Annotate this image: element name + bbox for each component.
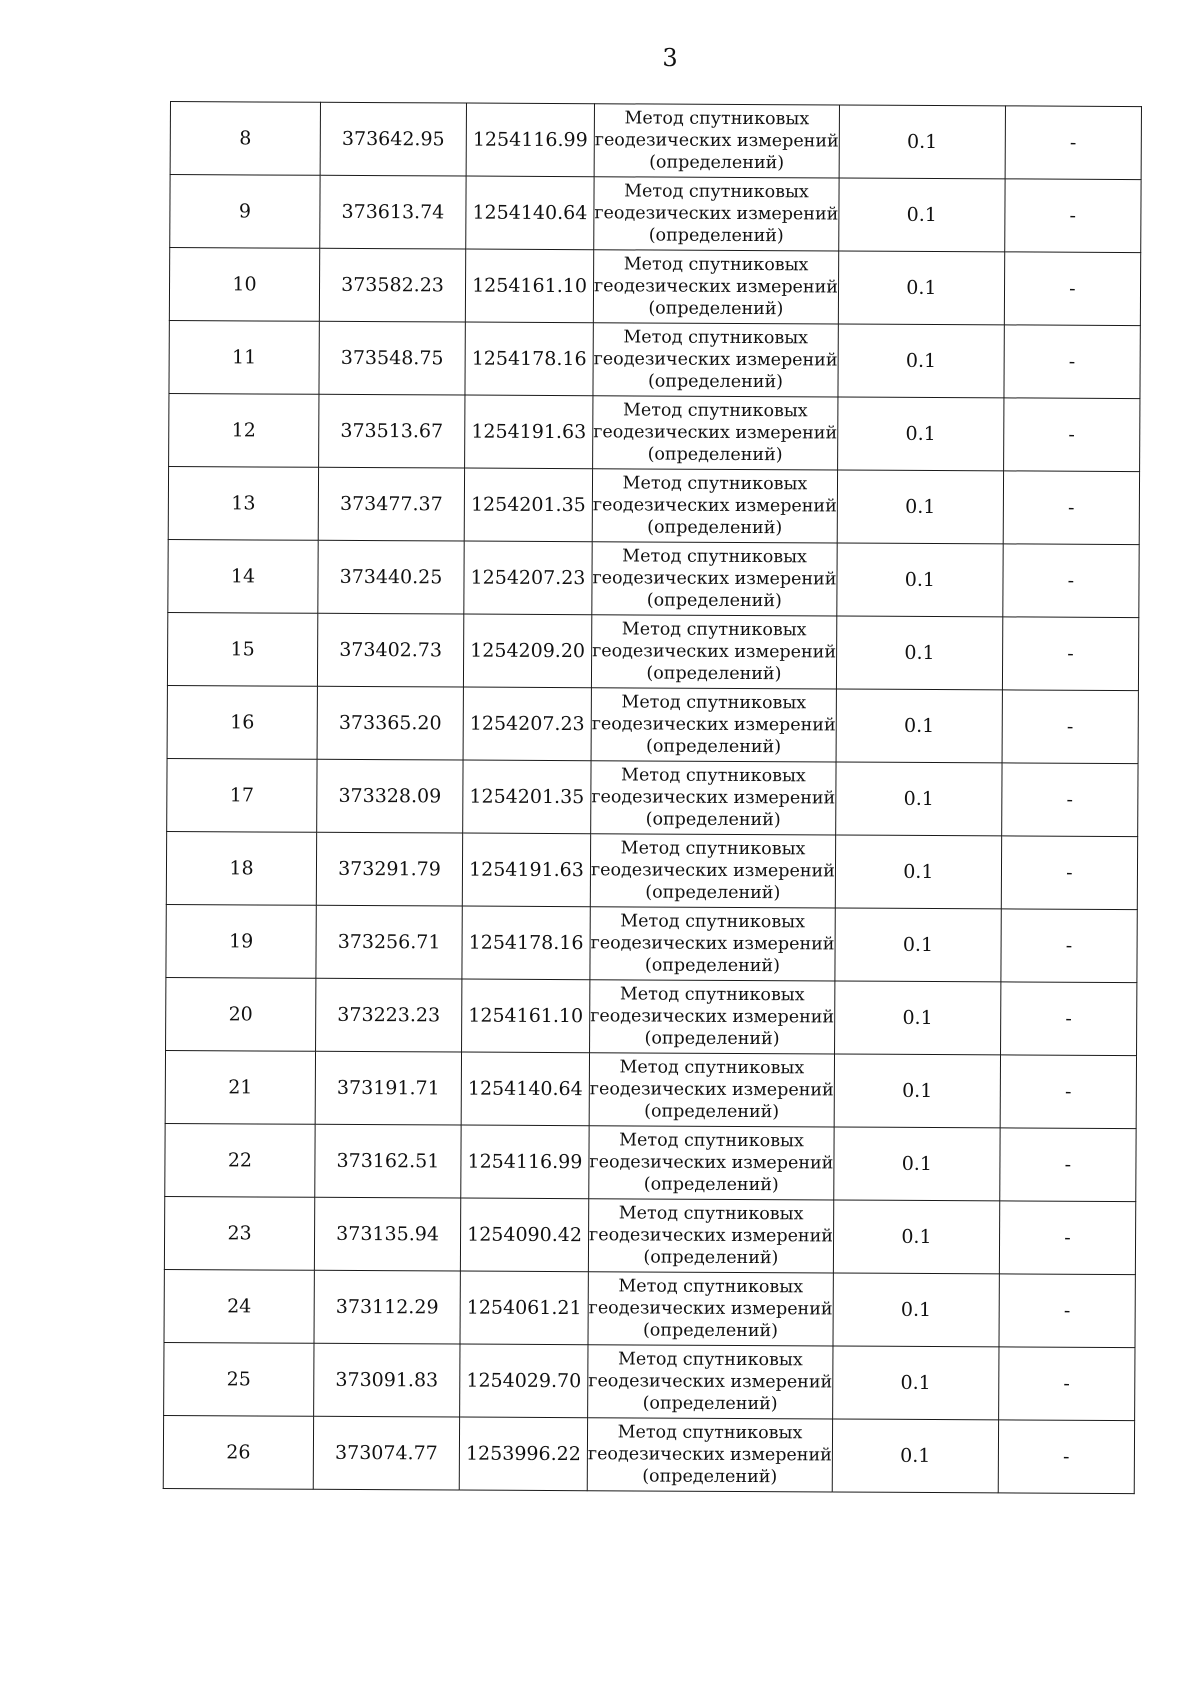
method-line: Метод спутниковых (617, 1349, 803, 1371)
coordinate-x-cell: 373191.71 (315, 1051, 461, 1125)
coordinate-x-cell: 373548.75 (319, 321, 465, 395)
method-line: Метод спутниковых (622, 400, 808, 422)
point-number-cell: 10 (169, 248, 319, 322)
point-number-cell: 25 (164, 1342, 314, 1416)
method-line: геодезических измерений (590, 1006, 835, 1028)
method-cell (594, 104, 839, 178)
method-line: Метод спутниковых (624, 108, 810, 130)
coordinate-y-cell: 1254116.99 (466, 103, 594, 177)
coordinate-x-cell: 373513.67 (319, 394, 465, 468)
method-line: (определений) (643, 1174, 779, 1196)
table-row (167, 758, 1138, 836)
method-line: Метод спутниковых (619, 984, 805, 1006)
note-cell: - (1002, 763, 1138, 837)
coordinate-x-cell: 373477.37 (318, 467, 464, 541)
note-cell: - (1001, 836, 1137, 910)
note-cell: - (998, 1420, 1134, 1494)
coordinate-x-cell: 373402.73 (317, 613, 463, 687)
table-row (170, 175, 1141, 253)
accuracy-cell: 0.1 (838, 324, 1004, 398)
accuracy-cell: 0.1 (837, 470, 1003, 544)
method-cell (592, 542, 837, 616)
coordinate-x-cell: 373613.74 (320, 175, 466, 249)
note-cell: - (1003, 398, 1139, 472)
accuracy-cell: 0.1 (836, 616, 1002, 690)
method-cell (588, 1199, 833, 1273)
method-line: Метод спутниковых (622, 473, 808, 495)
accuracy-cell: 0.1 (834, 1127, 1000, 1201)
accuracy-cell: 0.1 (833, 1200, 999, 1274)
method-line: геодезических измерений (592, 495, 837, 517)
method-line: геодезических измерений (589, 1079, 834, 1101)
method-line: Метод спутниковых (621, 619, 807, 641)
method-line: Метод спутниковых (622, 546, 807, 568)
method-line: Метод спутниковых (623, 254, 809, 276)
coordinate-y-cell: 1254207.23 (464, 541, 592, 615)
accuracy-cell: 0.1 (836, 689, 1002, 763)
point-number-cell: 17 (167, 758, 317, 832)
accuracy-cell: 0.1 (835, 908, 1001, 982)
point-number-cell: 20 (166, 977, 316, 1051)
point-number-cell: 19 (166, 904, 316, 978)
point-number-cell: 21 (165, 1050, 315, 1124)
coordinate-x-cell: 373112.29 (314, 1270, 460, 1344)
method-line: (определений) (645, 809, 781, 831)
table-row (163, 1415, 1134, 1493)
note-cell: - (1003, 471, 1139, 545)
method-line: геодезических измерений (594, 130, 839, 152)
method-line: геодезических измерений (590, 933, 835, 955)
method-line: геодезических измерений (588, 1371, 833, 1393)
point-number-cell: 16 (167, 685, 317, 759)
coordinate-x-cell: 373223.23 (316, 978, 462, 1052)
coordinate-x-cell: 373642.95 (320, 102, 466, 176)
table-body (163, 102, 1141, 1494)
table-row (168, 539, 1139, 617)
point-number-cell: 26 (163, 1415, 313, 1489)
coordinate-y-cell: 1254061.21 (460, 1271, 588, 1345)
method-line: геодезических измерений (592, 568, 837, 590)
method-line: (определений) (644, 955, 780, 977)
table-row (166, 831, 1137, 909)
table-row (167, 685, 1138, 763)
coordinate-y-cell: 1254191.63 (462, 833, 590, 907)
coordinate-x-cell: 373582.23 (319, 248, 465, 322)
method-line: (определений) (642, 1466, 778, 1488)
point-number-cell: 13 (168, 466, 318, 540)
coordinate-x-cell: 373091.83 (314, 1343, 460, 1417)
coordinate-x-cell: 373162.51 (315, 1124, 461, 1198)
coordinate-x-cell: 373328.09 (317, 759, 463, 833)
coordinate-y-cell: 1254161.10 (462, 979, 590, 1053)
method-cell (589, 1053, 834, 1127)
table-row (169, 248, 1140, 326)
method-line: геодезических измерений (593, 349, 838, 371)
coordinate-y-cell: 1253996.22 (459, 1417, 587, 1491)
point-number-cell: 12 (169, 393, 319, 467)
coordinates-table (163, 101, 1142, 1494)
table-row (166, 904, 1137, 982)
note-cell: - (1005, 179, 1141, 253)
accuracy-cell: 0.1 (839, 178, 1005, 252)
method-line: Метод спутниковых (619, 1057, 805, 1079)
coordinate-y-cell: 1254209.20 (463, 614, 591, 688)
method-cell (591, 688, 836, 762)
table-row (168, 466, 1139, 544)
method-line: (определений) (646, 736, 782, 758)
table-row (170, 102, 1141, 180)
page-number: 3 (662, 44, 678, 72)
coordinate-x-cell: 373256.71 (316, 905, 462, 979)
method-cell (590, 834, 835, 908)
coordinate-y-cell: 1254140.64 (466, 176, 594, 250)
method-line: геодезических измерений (590, 860, 835, 882)
table-row (165, 1050, 1136, 1128)
method-cell (591, 615, 836, 689)
method-line: Метод спутниковых (621, 765, 806, 787)
accuracy-cell: 0.1 (836, 762, 1002, 836)
method-line: (определений) (647, 371, 784, 393)
accuracy-cell: 0.1 (834, 981, 1000, 1055)
table-row (165, 1123, 1136, 1201)
method-line: Метод спутниковых (620, 838, 806, 860)
method-line: (определений) (648, 298, 784, 320)
note-cell: - (1000, 982, 1136, 1056)
method-line: геодезических измерений (587, 1444, 832, 1466)
note-cell: - (1000, 1055, 1136, 1129)
method-cell (592, 469, 837, 543)
coordinate-y-cell: 1254178.16 (465, 322, 593, 396)
method-line: (определений) (642, 1320, 779, 1342)
accuracy-cell: 0.1 (833, 1273, 999, 1347)
method-cell (588, 1272, 833, 1346)
point-number-cell: 18 (166, 831, 316, 905)
note-cell: - (998, 1347, 1134, 1421)
method-cell (590, 907, 835, 981)
point-number-cell: 9 (170, 175, 320, 249)
note-cell: - (1000, 1128, 1136, 1202)
point-number-cell: 8 (170, 102, 320, 176)
coordinate-x-cell: 373291.79 (316, 832, 462, 906)
method-cell (593, 250, 838, 324)
coordinate-y-cell: 1254178.16 (462, 906, 590, 980)
method-line: (определений) (642, 1393, 778, 1415)
method-line: (определений) (644, 1101, 780, 1123)
method-cell (594, 177, 839, 251)
method-line: геодезических измерений (593, 276, 838, 298)
note-cell: - (1004, 252, 1140, 326)
method-cell (593, 396, 838, 470)
coordinate-y-cell: 1254140.64 (461, 1052, 589, 1126)
table-row (164, 1196, 1135, 1274)
method-line: Метод спутниковых (620, 911, 806, 933)
method-cell (587, 1418, 832, 1492)
point-number-cell: 24 (164, 1269, 314, 1343)
note-cell: - (999, 1274, 1135, 1348)
table-row (169, 393, 1140, 471)
method-line: Метод спутниковых (624, 181, 809, 203)
coordinate-y-cell: 1254116.99 (461, 1125, 589, 1199)
method-line: Метод спутниковых (618, 1203, 804, 1225)
note-cell: - (1004, 325, 1140, 399)
method-line: геодезических измерений (591, 714, 836, 736)
accuracy-cell: 0.1 (838, 251, 1004, 325)
accuracy-cell: 0.1 (834, 1054, 1000, 1128)
method-line: геодезических измерений (588, 1298, 833, 1320)
method-line: (определений) (647, 517, 783, 539)
method-cell (590, 980, 835, 1054)
method-cell (593, 323, 838, 397)
coordinate-y-cell: 1254029.70 (460, 1344, 588, 1418)
table-row (169, 320, 1140, 398)
method-line: Метод спутниковых (621, 692, 807, 714)
method-line: Метод спутниковых (617, 1422, 803, 1444)
accuracy-cell: 0.1 (835, 835, 1001, 909)
method-line: (определений) (648, 225, 784, 247)
accuracy-cell: 0.1 (837, 543, 1003, 617)
note-cell: - (1003, 544, 1139, 618)
method-cell (591, 761, 836, 835)
coordinate-y-cell: 1254201.35 (464, 468, 592, 542)
method-line: геодезических измерений (589, 1225, 834, 1247)
table-row (167, 612, 1138, 690)
accuracy-cell: 0.1 (839, 105, 1005, 179)
coordinate-x-cell: 373074.77 (313, 1416, 459, 1490)
table-row (164, 1269, 1135, 1347)
coordinate-x-cell: 373135.94 (314, 1197, 460, 1271)
coordinate-y-cell: 1254207.23 (463, 687, 591, 761)
coordinate-y-cell: 1254201.35 (463, 760, 591, 834)
method-line: (определений) (646, 590, 782, 612)
table-row (164, 1342, 1135, 1420)
point-number-cell: 23 (164, 1196, 314, 1270)
table-row (166, 977, 1137, 1055)
note-cell: - (1001, 909, 1137, 983)
coordinate-y-cell: 1254191.63 (465, 395, 593, 469)
method-cell (588, 1345, 833, 1419)
method-line: (определений) (643, 1247, 779, 1269)
method-line: геодезических измерений (594, 203, 839, 225)
note-cell: - (1002, 617, 1138, 691)
method-line: (определений) (647, 444, 783, 466)
coordinate-y-cell: 1254161.10 (465, 249, 593, 323)
accuracy-cell: 0.1 (837, 397, 1003, 471)
coordinate-x-cell: 373440.25 (318, 540, 464, 614)
note-cell: - (999, 1201, 1135, 1275)
method-cell (589, 1126, 834, 1200)
method-line: (определений) (645, 882, 781, 904)
method-line: Метод спутниковых (618, 1276, 804, 1298)
method-line: геодезических измерений (591, 787, 836, 809)
point-number-cell: 14 (168, 539, 318, 613)
coordinate-x-cell: 373365.20 (317, 686, 463, 760)
accuracy-cell: 0.1 (832, 1419, 998, 1493)
point-number-cell: 15 (167, 612, 317, 686)
method-line: геодезических измерений (592, 641, 837, 663)
note-cell: - (1005, 106, 1141, 180)
method-line: (определений) (644, 1028, 780, 1050)
method-line: геодезических измерений (589, 1152, 834, 1174)
method-line: (определений) (649, 152, 785, 174)
point-number-cell: 22 (165, 1123, 315, 1197)
note-cell: - (1002, 690, 1138, 764)
method-line: Метод спутниковых (619, 1130, 804, 1152)
point-number-cell: 11 (169, 320, 319, 394)
accuracy-cell: 0.1 (832, 1346, 998, 1420)
method-line: Метод спутниковых (623, 327, 809, 349)
method-line: (определений) (646, 663, 782, 685)
coordinate-y-cell: 1254090.42 (460, 1198, 588, 1272)
method-line: геодезических измерений (593, 422, 838, 444)
